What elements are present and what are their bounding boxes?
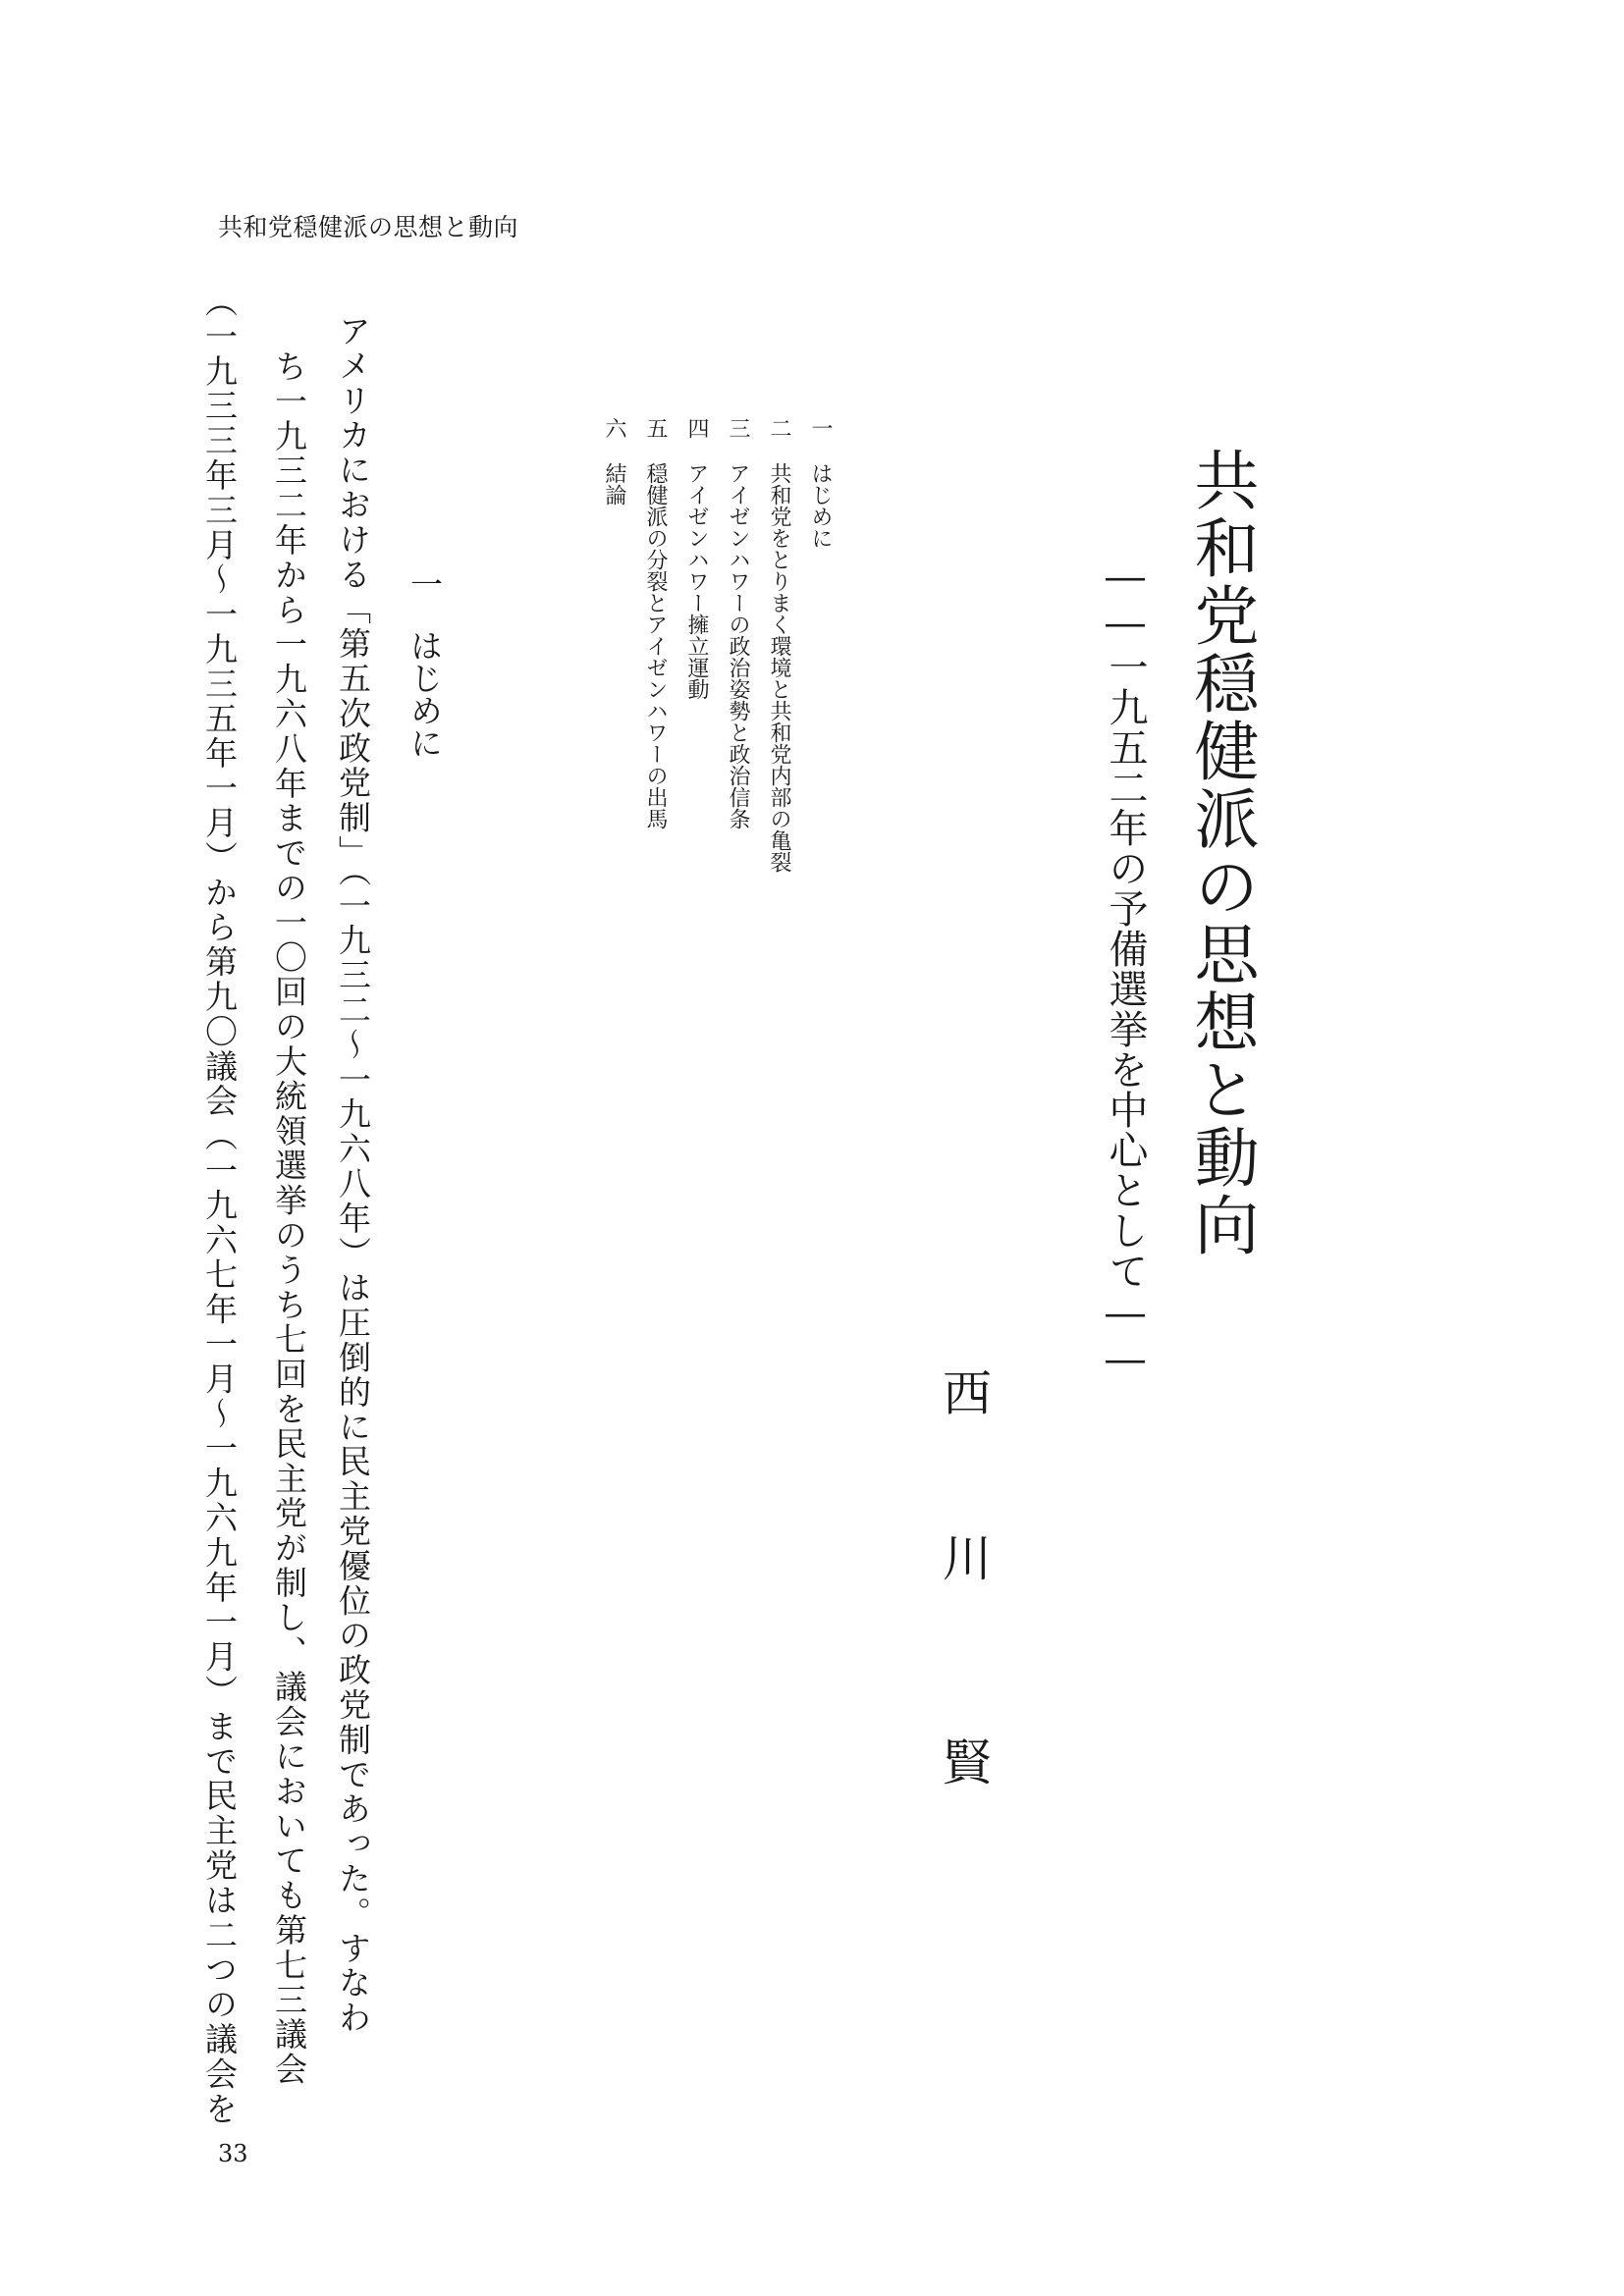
- running-head: 共和党穏健派の思想と動向: [218, 213, 519, 241]
- toc-item-number: 四: [684, 417, 709, 439]
- toc-item-number: 六: [602, 417, 626, 439]
- author-char-3: 賢: [943, 1735, 992, 1791]
- toc-item: [681, 417, 711, 873]
- toc-item-number: 三: [726, 417, 750, 439]
- toc-item: [764, 417, 793, 873]
- toc-item-number: 二: [767, 417, 791, 439]
- toc-item: [599, 417, 628, 873]
- author-char-1: 西: [943, 1365, 992, 1422]
- toc-item-number: 一: [808, 417, 833, 439]
- toc-item-label: 結論: [602, 462, 626, 506]
- body-text-line: （一九三三年三月～一九三五年一月）から第九〇議会（一九六七年一月～一九六九年一月）まで民主党は二つの議会を: [200, 285, 239, 2127]
- toc-item-label: はじめに: [808, 462, 833, 549]
- body-text-line: アメリカにおける「第五次政党制」（一九三二～一九六八年）は圧倒的に民主党優位の政党制であった。すなわ: [334, 314, 372, 2036]
- toc-item-number: 五: [643, 417, 668, 439]
- author-char-2: 川: [943, 1530, 992, 1587]
- article-subtitle: ――一九五二年の予備選挙を中心として――: [1103, 555, 1148, 1383]
- toc-item-label: アイゼンハワーの政治姿勢と政治信条: [726, 462, 750, 829]
- section-heading: [406, 567, 444, 759]
- toc-item: [723, 417, 752, 873]
- author-name: [943, 1365, 992, 1791]
- toc-item: [805, 417, 835, 873]
- toc-item: [640, 417, 670, 873]
- toc-item-label: 穏健派の分裂とアイゼンハワーの出馬: [643, 462, 668, 829]
- article-title: 共和党穏健派の思想と動向: [1183, 447, 1259, 1259]
- body-text-line: ち一九三二年から一九六八年までの一〇回の大統領選挙のうち七回を民主党が制し、議会においても第七三議会: [270, 349, 308, 2087]
- toc-item-label: アイゼンハワー擁立運動: [684, 462, 709, 700]
- page-number: 33: [218, 2140, 248, 2167]
- section-title: はじめに: [406, 629, 444, 759]
- toc-item-label: 共和党をとりまく環境と共和党内部の亀裂: [767, 462, 791, 873]
- section-number: 一: [406, 567, 444, 600]
- table-of-contents: [599, 417, 835, 873]
